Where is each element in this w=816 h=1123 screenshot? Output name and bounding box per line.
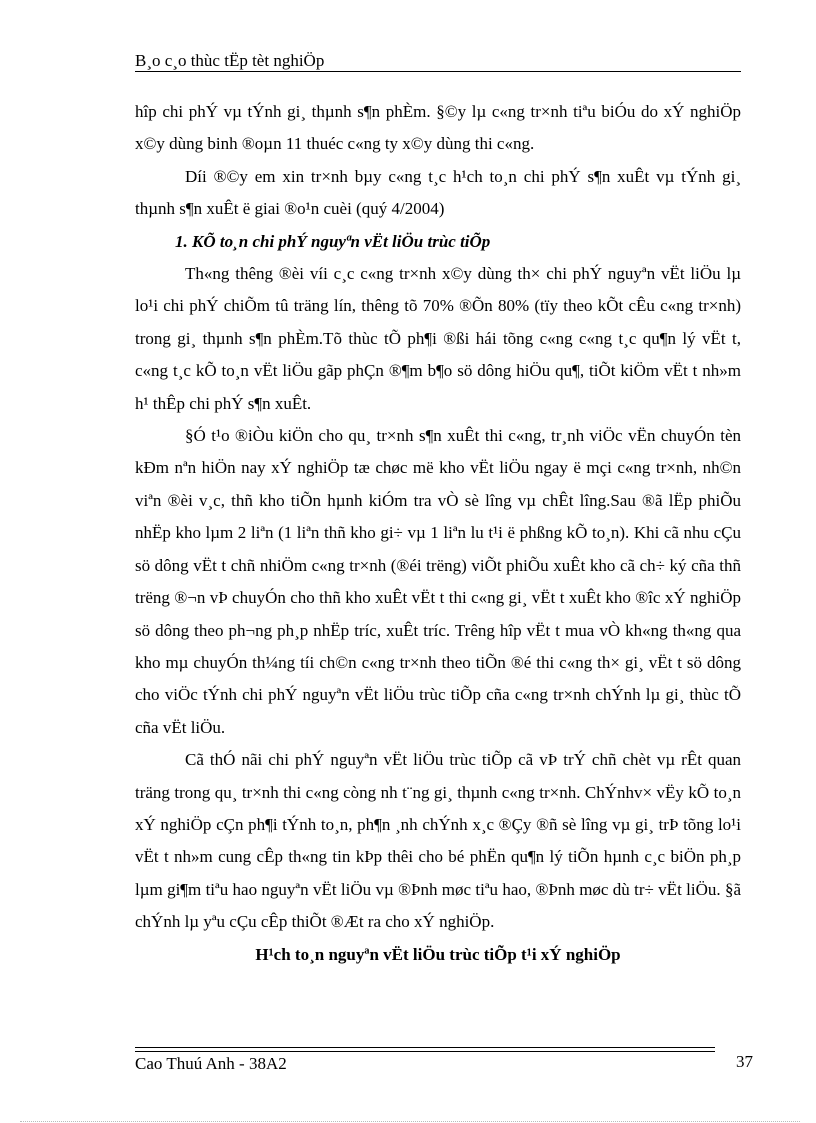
footer-rule-bottom (135, 1051, 715, 1052)
page-header: B¸o c¸o thùc tËp tèt nghiÖp (135, 51, 325, 70)
footer-rule-top (135, 1047, 715, 1048)
footer-author: Cao Thuú Anh - 38A2 (135, 1054, 287, 1073)
section-heading: 1. KÕ to¸n chi phÝ nguyªn vËt liÖu trùc tiÕp (175, 231, 491, 251)
header-rule (135, 71, 741, 72)
page-number: 37 (736, 1052, 753, 1071)
page-edge-divider (20, 1121, 800, 1122)
paragraph-1: hîp chi phÝ vµ tÝnh gi¸ thµnh s¶n phÈm. §©y lµ c«ng tr×nh tiªu biÓu do xÝ nghiÖp x©y dùng binh ®oµn 11 thuéc c«ng ty x©y dùng thi c«ng. (135, 102, 741, 154)
page-body (135, 96, 741, 971)
paragraph-5: Cã thÓ nãi chi phÝ nguyªn vËt liÖu trùc tiÕp cã vÞ trÝ chñ chèt vµ rÊt quan träng trong qu¸ tr×nh thi c«ng còng nh t¨ng gi¸ thµnh c«ng tr×nh. ChÝnhv× vËy kÕ to¸n xÝ nghiÖp cÇn ph¶i tÝnh to¸n, ph¶n ¸nh chÝnh x¸c ®Çy ®ñ sè lîng vµ gi¸ trÞ tõng lo¹i vËt t nh»m cung cÊp th«ng tin kÞp thêi cho bé phËn qu¶n lý tiÕn hµnh c¸c biÖn ph¸p lµm gi¶m tiªu hao nguyªn vËt liÖu vµ ®Þnh møc tiªu hao, ®Þnh møc dù tr÷ vËt liÖu. §ã chÝnh lµ yªu cÇu cÊp thiÕt ®Æt ra cho xÝ nghiÖp. (135, 750, 741, 932)
subsection-heading: H¹ch to¸n nguyªn vËt liÖu trùc tiÕp t¹i xÝ nghiÖp (255, 944, 621, 964)
paragraph-2: Díi ®©y em xin tr×nh bµy c«ng t¸c h¹ch to¸n chi phÝ s¶n xuÊt vµ tÝnh gi¸ thµnh s¶n xuÊt ë giai ®o¹n cuèi (quý 4/2004) (135, 166, 741, 219)
paragraph-4: §Ó t¹o ®iÒu kiÖn cho qu¸ tr×nh s¶n xuÊt thi c«ng, tr¸nh viÖc vËn chuyÓn tèn kÐm nªn hiÖn nay xÝ nghiÖp tæ chøc më kho vËt liÖu ngay ë mçi c«ng tr×nh, nh©n viªn ®èi v¸c, thñ kho tiÕn hµnh kiÓm tra vÒ sè lîng vµ chÊt lîng.Sau ®ã lËp phiÕu nhËp kho lµm 2 liªn (1 liªn thñ kho gi÷ vµ 1 liªn lu t¹i ë phßng kÕ to¸n). Khi cã nhu cÇu sö dông vËt t chñ nhiÖm c«ng tr×nh (®éi trëng) viÕt phiÕu xuÊt kho cã ch÷ ký cña thñ trëng ®¬n vÞ chuyÓn cho thñ kho xuÊt vËt t thi c«ng gi¸ vËt t xuÊt kho ®îc xÝ nghiÖp sö dông theo ph¬ng ph¸p nhËp tríc, xuÊt tríc. Trêng hîp vËt t mua vÒ kh«ng th«ng qua kho mµ chuyÓn th¼ng tíi ch©n c«ng tr×nh theo tiÕn ®é thi c«ng th× gi¸ vËt t sö dông cho viÖc tÝnh chi phÝ nguyªn vËt liÖu trùc tiÕp cña c«ng tr×nh chÝnh lµ gi¸ thùc tÕ cña vËt liÖu. (135, 426, 741, 737)
paragraph-3: Th«ng thêng ®èi víi c¸c c«ng tr×nh x©y dùng th× chi phÝ nguyªn vËt liÖu lµ lo¹i chi phÝ chiÕm tû träng lín, thêng tõ 70% ®Õn 80% (tïy theo kÕt cÊu c«ng tr×nh) trong gi¸ thµnh s¶n phÈm.Tõ thùc tÕ ph¶i ®ßi hái tõng c«ng c«ng t¸c qu¶n lý vËt t, c«ng t¸c kÕ to¸n vËt liÖu gãp phÇn ®¶m b¶o sö dông hiÖu qu¶, tiÕt kiÖm vËt t nh»m h¹ thÊp chi phÝ s¶n xuÊt. (135, 264, 741, 413)
